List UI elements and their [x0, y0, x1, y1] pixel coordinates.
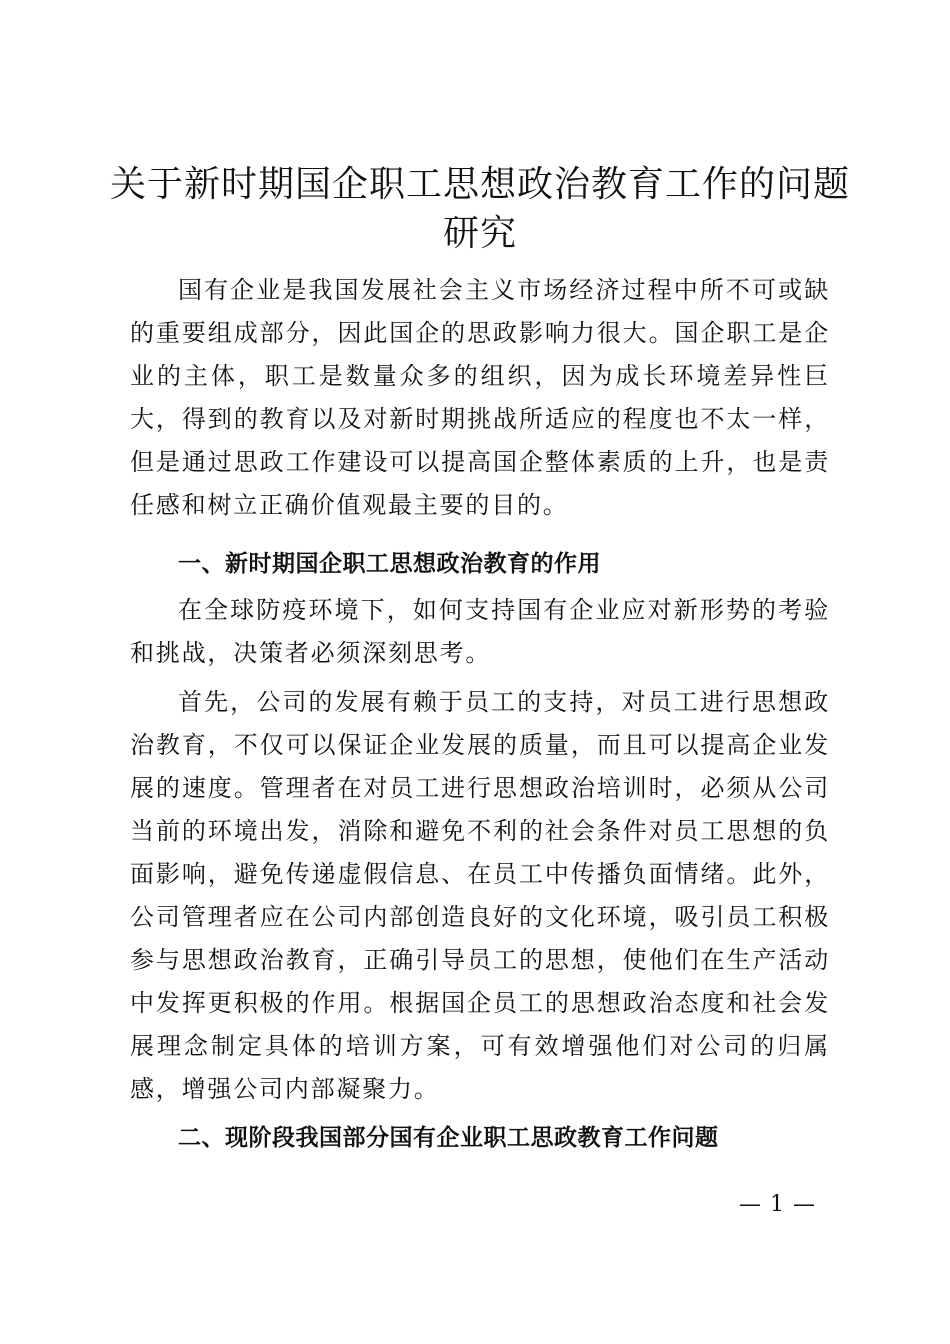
section-heading-2: 二、现阶段我国部分国有企业职工思政教育工作问题	[178, 1125, 719, 1151]
page-number: — 1 —	[739, 1192, 816, 1217]
paragraph-intro: 国有企业是我国发展社会主义市场经济过程中所不可或缺的重要组成部分，因此国企的思政影响力很大。国企职工是企业的主体，职工是数量众多的组织，因为成长环境差异性巨大，得到的教育以及对新时期挑战所适应的程度也不太一样，但是通过思政工作建设可以提高国企整体素质的上升，也是责任感和树立正确价值观最主要的目的。	[130, 276, 830, 519]
paragraph-global-context: 在全球防疫环境下，如何支持国有企业应对新形势的考验和挑战，决策者必须深刻思考。	[130, 596, 830, 667]
document-title: 关于新时期国企职工思想政治教育工作的问题研究	[110, 164, 851, 254]
section-heading-1: 一、新时期国企职工思想政治教育的作用	[178, 551, 601, 577]
paragraph-first-point: 首先，公司的发展有赖于员工的支持，对员工进行思想政治教育，不仅可以保证企业发展的质量，而且可以提高企业发展的速度。管理者在对员工进行思想政治培训时，必须从公司当前的环境出发，消除和避免不利的社会条件对员工思想的负面影响，避免传递虚假信息、在员工中传播负面情绪。此外，公司管理者应在公司内部创造良好的文化环境，吸引员工积极参与思想政治教育，正确引导员工的思想，使他们在生产活动中发挥更积极的作用。根据国企员工的思想政治态度和社会发展理念制定具体的培训方案，可有效增强他们对公司的归属感，增强公司内部凝聚力。	[130, 688, 830, 1103]
